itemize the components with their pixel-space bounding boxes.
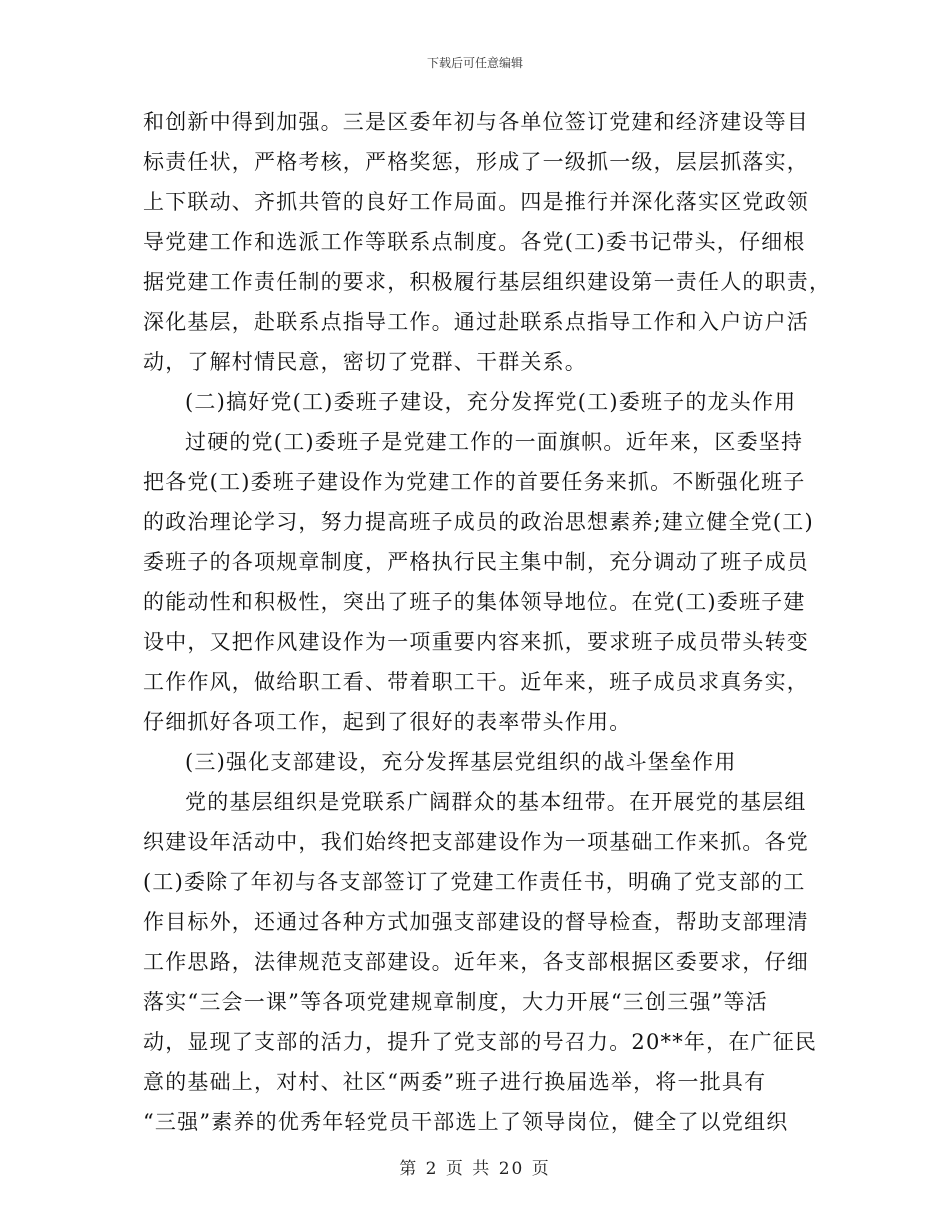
text-line: 和创新中得到加强。三是区委年初与各单位签订党建和经济建设等目: [143, 110, 809, 134]
page-header: 下载后可任意编辑: [426, 56, 523, 70]
section-heading: (三)强化支部建设，充分发挥基层党组织的战斗堡垒作用: [185, 750, 737, 774]
text-line: 动，了解村情民意，密切了党群、干群关系。: [143, 350, 587, 374]
paragraph-first-line: 过硬的党(工)委班子是党建工作的一面旗帜。近年来，区委坚持: [185, 430, 804, 454]
text-line: 据党建工作责任制的要求，积极履行基层组织建设第一责任人的职责，: [143, 270, 832, 294]
text-line: 的能动性和积极性，突出了班子的集体领导地位。在党(工)委班子建: [143, 590, 806, 614]
text-line: 动，显现了支部的活力，提升了党支部的号召力。20**年，在广征民: [143, 1030, 818, 1054]
text-line: 工作思路，法律规范支部建设。近年来，各支部根据区委要求，仔细: [143, 950, 809, 974]
text-line: 上下联动、齐抓共管的良好工作局面。四是推行并深化落实区党政领: [143, 190, 809, 214]
page-number-footer: 第 2 页 共 20 页: [399, 1159, 551, 1179]
text-line: 的政治理论学习，努力提高班子成员的政治思想素养;建立健全党(工): [143, 510, 814, 534]
text-line: 作目标外，还通过各种方式加强支部建设的督导检查，帮助支部理清: [143, 910, 809, 934]
paragraph-first-line: 党的基层组织是党联系广阔群众的基本纽带。在开展党的基层组: [185, 790, 807, 814]
section-heading: (二)搞好党(工)委班子建设，充分发挥党(工)委班子的龙头作用: [185, 390, 797, 414]
text-line: 工作作风，做给职工看、带着职工干。近年来，班子成员求真务实，: [143, 670, 809, 694]
text-line: (工)委除了年初与各支部签订了党建工作责任书，明确了党支部的工: [143, 870, 806, 894]
text-line: 仔细抓好各项工作，起到了很好的表率带头作用。: [143, 710, 632, 734]
text-line: 深化基层，赴联系点指导工作。通过赴联系点指导工作和入户访户活: [143, 310, 809, 334]
text-line: 标责任状，严格考核，严格奖惩，形成了一级抓一级，层层抓落实，: [143, 150, 809, 174]
text-line: 织建设年活动中，我们始终把支部建设作为一项基础工作来抓。各党: [143, 830, 809, 854]
text-line: 落实“三会一课”等各项党建规章制度，大力开展“三创三强”等活: [143, 990, 768, 1014]
text-line: 委班子的各项规章制度，严格执行民主集中制，充分调动了班子成员: [143, 550, 809, 574]
text-line: 把各党(工)委班子建设作为党建工作的首要任务来抓。不断强化班子: [143, 470, 806, 494]
text-line: 设中，又把作风建设作为一项重要内容来抓，要求班子成员带头转变: [143, 630, 809, 654]
text-line: “三强”素养的优秀年轻党员干部选上了领导岗位，健全了以党组织: [143, 1110, 789, 1134]
document-body: [143, 102, 832, 1142]
text-line: 导党建工作和选派工作等联系点制度。各党(工)委书记带头，仔细根: [143, 230, 806, 254]
text-line: 意的基础上，对村、社区“两委”班子进行换届选举，将一批具有: [143, 1070, 767, 1094]
